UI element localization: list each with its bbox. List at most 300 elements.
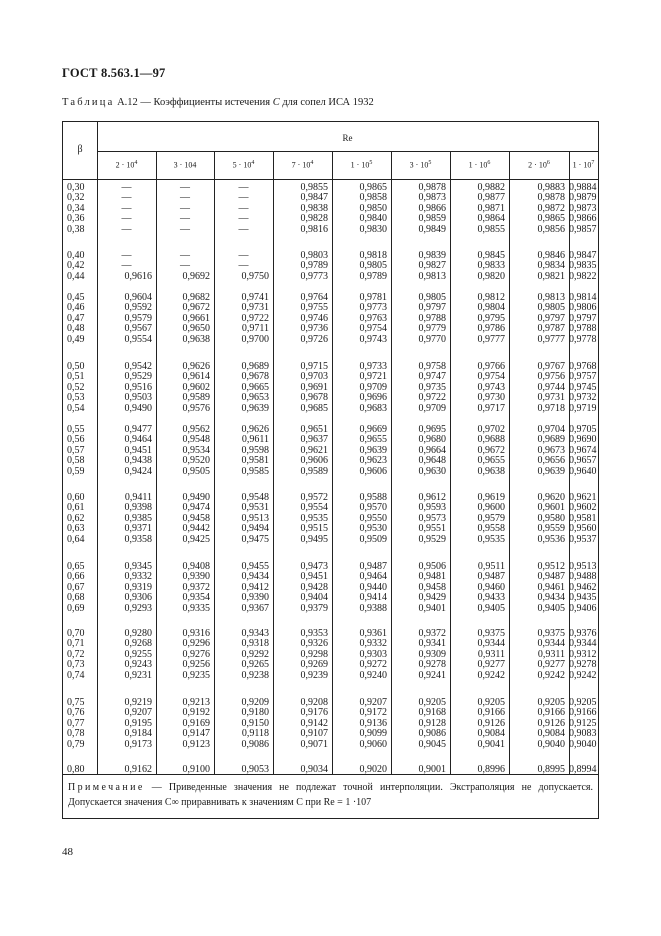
value-cell: 0,9758 (418, 361, 446, 372)
value-cell: 0,9434 (241, 571, 269, 583)
value-cell: 0,9083 (569, 728, 597, 740)
value-cell: 0,9747 (418, 371, 446, 383)
row-group (63, 425, 598, 477)
value-cell: 0,9506 (418, 561, 446, 572)
value-cell: 0,9788 (418, 312, 446, 324)
beta-cell: 0,49 (67, 333, 85, 345)
value-cell: 0,9126 (537, 717, 565, 729)
table-rule (450, 151, 451, 774)
beta-cell: 0,67 (67, 581, 85, 593)
value-cell: 0,9306 (124, 592, 152, 604)
value-cell: 0,9866 (418, 202, 446, 214)
value-cell: 0,9053 (241, 764, 269, 775)
value-cell: 0,9878 (537, 192, 565, 204)
value-cell: 0,9343 (241, 628, 269, 639)
value-cell: 0,9768 (569, 361, 597, 372)
value-cell: — (121, 202, 132, 214)
value-cell: 0,9709 (359, 381, 387, 393)
value-cell: 0,9086 (241, 738, 269, 750)
value-cell: 0,9777 (537, 333, 565, 345)
value-cell: 0,9477 (124, 424, 152, 435)
value-cell: 0,9551 (418, 523, 446, 535)
value-cell: 0,9509 (359, 533, 387, 545)
value-cell: 0,9219 (124, 697, 152, 708)
value-cell: 0,9166 (477, 707, 505, 719)
beta-cell: 0,54 (67, 402, 85, 414)
value-cell: 0,9702 (477, 424, 505, 435)
column-header-exp: 6 (487, 160, 491, 166)
value-cell: 0,9345 (124, 561, 152, 572)
value-cell: — (238, 250, 249, 261)
value-cell: 0,9451 (300, 571, 328, 583)
value-cell: 0,9736 (300, 323, 328, 335)
table-rule (156, 151, 157, 774)
value-cell: 0,9034 (300, 764, 328, 775)
value-cell: 0,9602 (182, 381, 210, 393)
value-cell: 0,9173 (124, 738, 152, 750)
value-cell: 0,9293 (124, 602, 152, 614)
value-cell: 0,9879 (569, 192, 597, 204)
value-cell: 0,9548 (182, 434, 210, 446)
value-cell: 0,9795 (477, 312, 505, 324)
table-rule (63, 179, 598, 180)
value-cell: 0,9548 (241, 492, 269, 503)
value-cell: — (180, 260, 190, 272)
value-cell: 0,9316 (182, 628, 210, 639)
value-cell: 0,9435 (569, 592, 597, 604)
value-cell: 0,9858 (359, 192, 387, 204)
value-cell: 0,9640 (569, 465, 597, 477)
value-cell: 0,9280 (124, 628, 152, 639)
value-cell: 0,9123 (182, 738, 210, 750)
value-cell: — (121, 182, 132, 193)
value-cell: 0,9621 (300, 444, 328, 456)
value-cell: 0,9834 (537, 260, 565, 272)
column-header-base: 1 · 10 (468, 160, 488, 170)
value-cell: 0,9573 (418, 512, 446, 524)
value-cell: 0,9835 (569, 260, 597, 272)
column-header-base: 5 · 10 (232, 160, 252, 170)
value-cell: 0,9367 (241, 602, 269, 614)
value-cell: 0,9326 (300, 638, 328, 650)
value-cell: 0,9673 (537, 444, 565, 456)
row-group (63, 362, 598, 414)
value-cell: 0,9847 (300, 192, 328, 204)
value-cell: 0,9638 (182, 333, 210, 345)
value-cell: 0,9277 (477, 659, 505, 671)
value-cell: 0,9626 (241, 424, 269, 435)
value-cell: 0,9744 (537, 381, 565, 393)
value-cell: 0,9746 (300, 312, 328, 324)
value-cell: 0,9754 (477, 371, 505, 383)
value-cell: 0,9797 (569, 312, 597, 324)
value-cell: 0,9442 (182, 523, 210, 535)
value-cell: 0,9554 (124, 333, 152, 345)
value-cell: 0,9335 (182, 602, 210, 614)
value-cell: 0,9084 (477, 728, 505, 740)
value-cell: 0,9797 (537, 312, 565, 324)
table-rule (569, 151, 570, 774)
value-cell: — (180, 182, 190, 193)
value-cell: 0,9428 (300, 581, 328, 593)
value-cell: 0,9833 (477, 260, 505, 272)
value-cell: 0,9731 (241, 302, 269, 314)
table-row (63, 204, 598, 214)
value-cell: 0,9268 (124, 638, 152, 650)
value-cell: 0,9773 (300, 270, 328, 282)
column-header (569, 160, 598, 170)
caption-label: Таблица (62, 97, 115, 108)
value-cell: 0,9672 (182, 302, 210, 314)
value-cell: 0,9788 (569, 323, 597, 335)
value-cell: 0,9405 (477, 602, 505, 614)
value-cell: 0,9719 (569, 402, 597, 414)
value-cell: 0,9376 (569, 628, 597, 639)
value-cell: 0,9731 (537, 392, 565, 404)
value-cell: 0,9688 (477, 434, 505, 446)
value-cell: 0,9515 (300, 523, 328, 535)
value-cell: 0,9779 (418, 323, 446, 335)
value-cell: 0,9763 (359, 312, 387, 324)
value-cell: 0,9375 (537, 628, 565, 639)
value-cell: 0,9598 (241, 444, 269, 456)
value-cell: 0,9118 (241, 728, 269, 740)
value-cell: 0,9674 (569, 444, 597, 456)
value-cell: 0,9168 (418, 707, 446, 719)
beta-cell: 0,80 (67, 764, 85, 775)
value-cell: 0,9554 (300, 502, 328, 514)
value-cell: 0,9071 (300, 738, 328, 750)
value-cell: 0,9572 (300, 492, 328, 503)
value-cell: — (121, 250, 132, 261)
value-cell: 0,9312 (569, 648, 597, 660)
value-cell: 0,9207 (359, 697, 387, 708)
value-cell: 0,9777 (477, 333, 505, 345)
value-cell: 0,9238 (241, 669, 269, 681)
value-cell: — (238, 182, 249, 193)
column-header-base: 1 · 10 (350, 160, 370, 170)
value-cell: 0,9390 (241, 592, 269, 604)
value-cell: 0,9125 (569, 717, 597, 729)
beta-cell: 0,32 (67, 192, 85, 204)
value-cell: 0,9778 (569, 333, 597, 345)
value-cell: 0,9877 (477, 192, 505, 204)
value-cell: 0,9464 (359, 571, 387, 583)
value-cell: 0,9581 (241, 455, 269, 467)
value-cell: — (238, 192, 249, 204)
value-cell: 0,9682 (182, 292, 210, 303)
table-caption (62, 97, 374, 108)
value-cell: 0,9531 (241, 502, 269, 514)
value-cell: 0,9606 (359, 465, 387, 477)
value-cell: 0,9361 (359, 628, 387, 639)
column-header-base: 7 · 10 (291, 160, 311, 170)
value-cell: 0,9150 (241, 717, 269, 729)
value-cell: 0,9878 (418, 182, 446, 193)
row-group (63, 183, 598, 235)
value-cell: 0,9040 (537, 738, 565, 750)
table-rule (332, 151, 333, 774)
value-cell: 0,9537 (569, 533, 597, 545)
value-cell: 0,9176 (300, 707, 328, 719)
value-cell: 0,9611 (241, 434, 269, 446)
value-cell: 0,9593 (418, 502, 446, 514)
value-cell: 0,9873 (569, 202, 597, 214)
value-cell: 0,9678 (300, 392, 328, 404)
table-rule (97, 151, 598, 152)
value-cell: — (121, 192, 132, 204)
value-cell: 0,9512 (537, 561, 565, 572)
value-cell: 0,9458 (182, 512, 210, 524)
value-cell: 0,9638 (477, 465, 505, 477)
value-cell: 0,9709 (418, 402, 446, 414)
value-cell: 0,9505 (182, 465, 210, 477)
table-row (63, 604, 598, 614)
value-cell: 0,9166 (537, 707, 565, 719)
value-cell: 0,9805 (359, 260, 387, 272)
value-cell: 0,9256 (182, 659, 210, 671)
value-cell: 0,9847 (569, 250, 597, 261)
value-cell: 0,9745 (569, 381, 597, 393)
value-cell: 0,9882 (477, 182, 505, 193)
beta-cell: 0,64 (67, 533, 85, 545)
value-cell: 0,9440 (359, 581, 387, 593)
row-group (63, 251, 598, 282)
beta-cell: 0,42 (67, 260, 85, 272)
value-cell: 0,9600 (477, 502, 505, 514)
value-cell: 0,9691 (300, 381, 328, 393)
value-cell: 0,9388 (359, 602, 387, 614)
beta-cell: 0,61 (67, 502, 85, 514)
value-cell: 0,9494 (241, 523, 269, 535)
value-cell: 0,9639 (537, 465, 565, 477)
value-cell: 0,9770 (418, 333, 446, 345)
value-cell: 0,9838 (300, 202, 328, 214)
note-text: — Приведенные значения не подлежат точной интерполяции. Экстраполяция не допускается. Допускается значения C∞ приравнивать к значениям C при Re = 1 ·107 (68, 782, 593, 808)
value-cell: 0,9859 (418, 213, 446, 225)
value-cell: 0,9637 (300, 434, 328, 446)
value-cell: 0,9424 (124, 465, 152, 477)
value-cell: 0,9209 (241, 697, 269, 708)
value-cell: 0,9672 (477, 444, 505, 456)
value-cell: 0,9655 (477, 455, 505, 467)
value-cell: 0,9385 (124, 512, 152, 524)
beta-cell: 0,72 (67, 648, 85, 660)
value-cell: 0,9585 (241, 465, 269, 477)
value-cell: — (121, 213, 132, 225)
value-cell: 0,9534 (182, 444, 210, 456)
value-cell: 0,9559 (537, 523, 565, 535)
value-cell: 0,9332 (124, 571, 152, 583)
value-cell: 0,9685 (300, 402, 328, 414)
beta-cell: 0,77 (67, 717, 85, 729)
value-cell: 0,9184 (124, 728, 152, 740)
column-header-exp: 4 (310, 160, 314, 166)
beta-cell: 0,66 (67, 571, 85, 583)
table-row (63, 335, 598, 345)
value-cell: 0,9404 (300, 592, 328, 604)
value-cell: 0,9689 (241, 361, 269, 372)
value-cell: 0,9849 (418, 223, 446, 235)
value-cell: 0,9755 (300, 302, 328, 314)
value-cell: 0,9743 (359, 333, 387, 345)
value-cell: 0,9592 (124, 302, 152, 314)
value-cell: 0,9818 (359, 250, 387, 261)
beta-cell: 0,58 (67, 455, 85, 467)
value-cell: 0,9107 (300, 728, 328, 740)
table-row (63, 193, 598, 203)
value-cell: 0,9830 (359, 223, 387, 235)
value-cell: 0,9705 (569, 424, 597, 435)
value-cell: 0,9535 (477, 533, 505, 545)
value-cell: 0,9695 (418, 424, 446, 435)
value-cell: 0,9296 (182, 638, 210, 650)
value-cell: 0,9358 (124, 533, 152, 545)
value-cell: 0,9630 (418, 465, 446, 477)
beta-cell: 0,74 (67, 669, 85, 681)
value-cell: 0,9520 (182, 455, 210, 467)
value-cell: 0,9240 (359, 669, 387, 681)
value-cell: 0,9619 (477, 492, 505, 503)
value-cell: 0,9735 (418, 381, 446, 393)
value-cell: 0,9623 (359, 455, 387, 467)
value-cell: 0,9821 (537, 270, 565, 282)
beta-cell: 0,73 (67, 659, 85, 671)
value-cell: 0,9475 (241, 533, 269, 545)
value-cell: 0,9741 (241, 292, 269, 303)
value-cell: 0,9412 (241, 581, 269, 593)
column-header-exp: 4 (251, 160, 255, 166)
value-cell: 0,9726 (300, 333, 328, 345)
value-cell: 0,9883 (537, 182, 565, 193)
value-cell: 0,9865 (359, 182, 387, 193)
value-cell: 0,9128 (418, 717, 446, 729)
column-header (156, 160, 214, 170)
value-cell: 0,9414 (359, 592, 387, 604)
value-cell: — (121, 260, 132, 272)
value-cell: 0,9341 (418, 638, 446, 650)
value-cell: 0,9601 (537, 502, 565, 514)
value-cell: 0,9332 (359, 638, 387, 650)
value-cell: 0,9147 (182, 728, 210, 740)
value-cell: 0,9570 (359, 502, 387, 514)
table-row (63, 535, 598, 545)
beta-cell: 0,78 (67, 728, 85, 740)
value-cell: 0,9750 (241, 270, 269, 282)
value-cell: 0,9278 (418, 659, 446, 671)
value-cell: 0,9840 (359, 213, 387, 225)
value-cell: 0,9580 (537, 512, 565, 524)
value-cell: 0,9487 (359, 561, 387, 572)
value-cell: 0,9805 (418, 292, 446, 303)
value-cell: 0,9461 (537, 581, 565, 593)
value-cell: 0,9846 (537, 250, 565, 261)
value-cell: 0,9789 (300, 260, 328, 272)
value-cell: 0,9536 (537, 533, 565, 545)
beta-cell: 0,52 (67, 381, 85, 393)
beta-cell: 0,55 (67, 424, 85, 435)
value-cell: 0,9353 (300, 628, 328, 639)
value-cell: 0,9581 (569, 512, 597, 524)
value-cell: 0,9850 (359, 202, 387, 214)
value-cell: 0,9669 (359, 424, 387, 435)
value-cell: 0,9827 (418, 260, 446, 272)
value-cell: 0,9207 (124, 707, 152, 719)
beta-cell: 0,48 (67, 323, 85, 335)
value-cell: 0,9255 (124, 648, 152, 660)
column-header-base: 2 · 10 (115, 160, 135, 170)
table-rule (391, 151, 392, 774)
column-header (273, 160, 332, 170)
beta-cell: 0,56 (67, 434, 85, 446)
column-header-exp: 4 (134, 160, 138, 166)
table-rule (214, 151, 215, 774)
value-cell: 0,9162 (124, 764, 152, 775)
column-header-base: 1 · 10 (572, 160, 592, 170)
value-cell: 0,9086 (418, 728, 446, 740)
beta-cell: 0,44 (67, 270, 85, 282)
table-row (63, 214, 598, 224)
value-cell: 0,9272 (359, 659, 387, 671)
note-label: Примечание (68, 782, 145, 793)
value-cell: 0,9606 (300, 455, 328, 467)
value-cell: 0,9866 (569, 213, 597, 225)
beta-cell: 0,36 (67, 213, 85, 225)
value-cell: 0,9406 (569, 602, 597, 614)
value-cell: 0,9099 (359, 728, 387, 740)
row-group (63, 562, 598, 614)
beta-cell: 0,65 (67, 561, 85, 572)
column-header (509, 160, 569, 170)
value-cell: 0,9732 (569, 392, 597, 404)
caption-symbol: C (272, 97, 280, 108)
value-cell: 0,9205 (569, 697, 597, 708)
value-cell: 0,9530 (359, 523, 387, 535)
value-cell: 0,9692 (182, 270, 210, 282)
value-cell: 0,9462 (569, 581, 597, 593)
value-cell: 0,9797 (418, 302, 446, 314)
value-cell: 0,9425 (182, 533, 210, 545)
value-cell: 0,9612 (418, 492, 446, 503)
value-cell: — (238, 213, 249, 225)
value-cell: 0,9318 (241, 638, 269, 650)
beta-cell: 0,38 (67, 223, 85, 235)
value-cell: 0,9648 (418, 455, 446, 467)
value-cell: 0,9192 (182, 707, 210, 719)
value-cell: 0,9639 (359, 444, 387, 456)
value-cell: 0,9126 (477, 717, 505, 729)
row-group (63, 493, 598, 545)
caption-text-a: А.12 — Коэффициенты истечения (114, 97, 273, 108)
value-cell: 0,9408 (182, 561, 210, 572)
beta-cell: 0,45 (67, 292, 85, 303)
beta-cell: 0,63 (67, 523, 85, 535)
value-cell: 0,9208 (300, 697, 328, 708)
value-cell: 0,9495 (300, 533, 328, 545)
value-cell: 0,9579 (124, 312, 152, 324)
value-cell: 0,9857 (569, 223, 597, 235)
value-cell: — (180, 192, 190, 204)
value-cell: 0,9620 (537, 492, 565, 503)
value-cell: 0,9488 (569, 571, 597, 583)
value-cell: 0,9213 (182, 697, 210, 708)
beta-cell: 0,60 (67, 492, 85, 503)
value-cell: 0,9773 (359, 302, 387, 314)
value-cell: 0,9602 (569, 502, 597, 514)
value-cell: 0,9319 (124, 581, 152, 593)
beta-cell: 0,59 (67, 465, 85, 477)
value-cell: 0,9311 (537, 648, 565, 660)
